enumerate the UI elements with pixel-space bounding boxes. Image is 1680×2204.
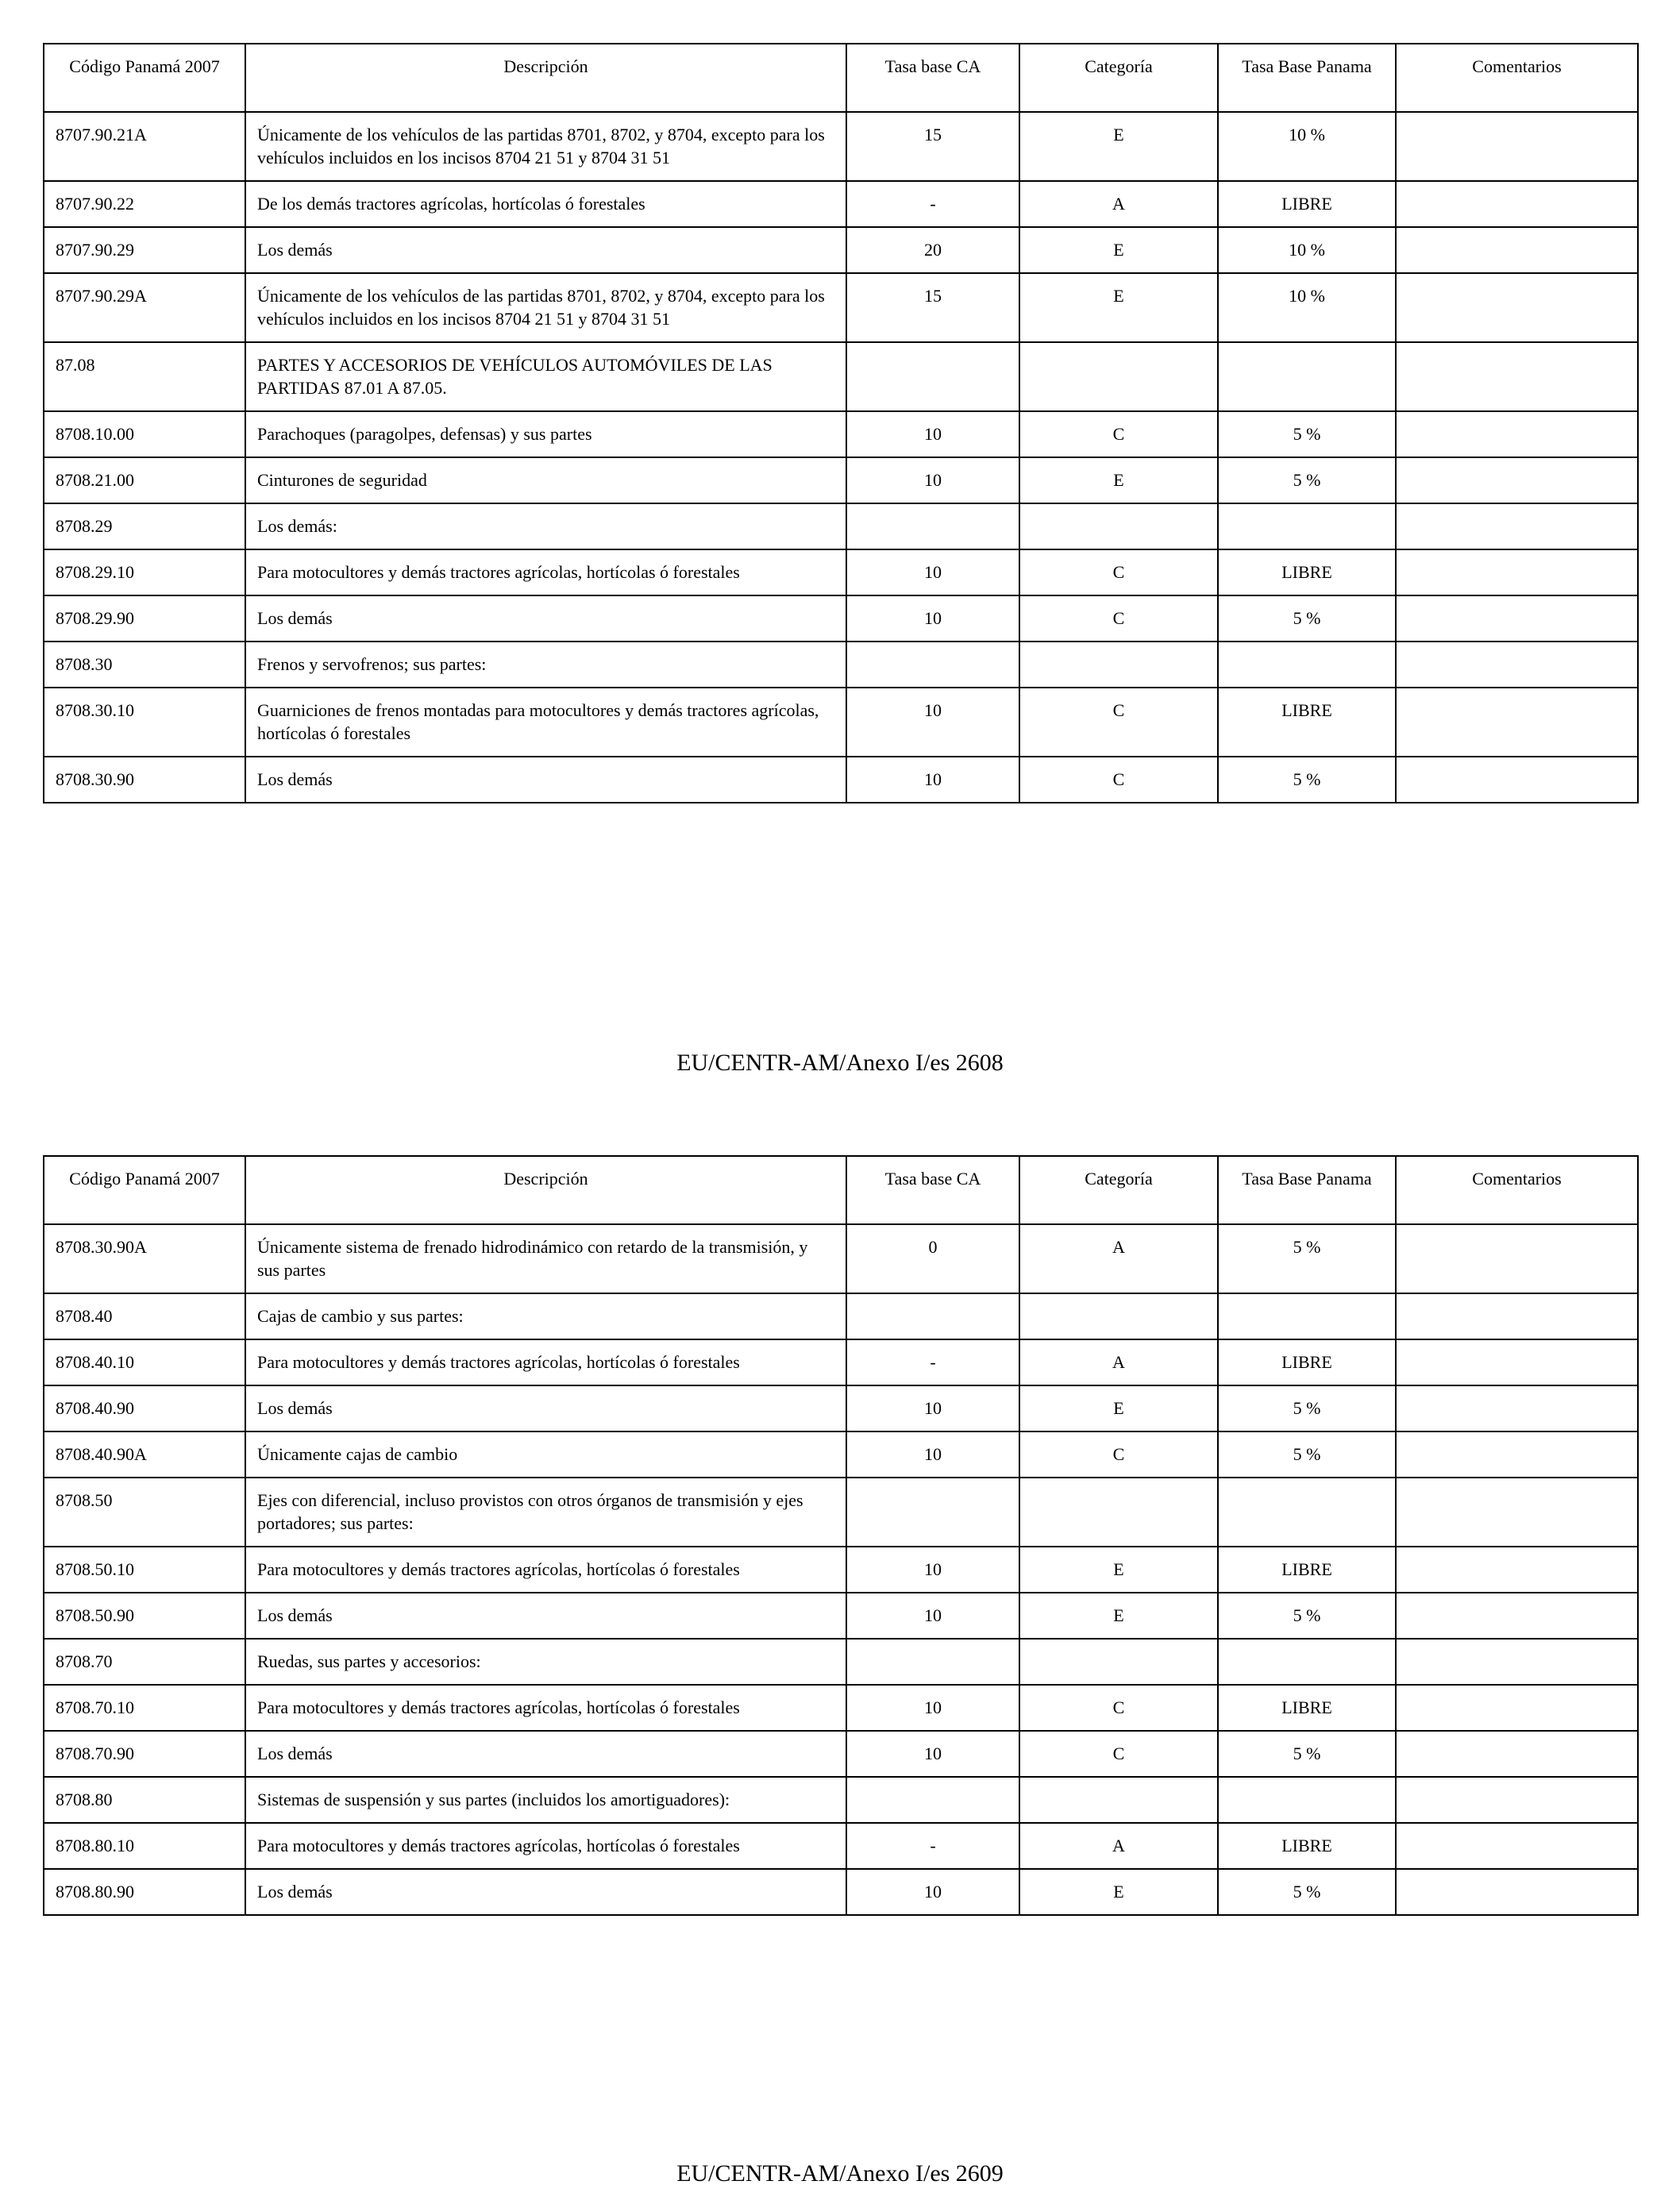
cell-rate-pa: 10 % bbox=[1218, 112, 1396, 181]
cell-rate-ca: 10 bbox=[846, 757, 1019, 803]
cell-rate-pa: 5 % bbox=[1218, 1224, 1396, 1293]
cell-description: Únicamente sistema de frenado hidrodinámico con retardo de la transmisión, y sus partes bbox=[245, 1224, 846, 1293]
cell-code: 8707.90.22 bbox=[44, 181, 245, 227]
cell-comments bbox=[1396, 457, 1638, 503]
cell-rate-pa: 5 % bbox=[1218, 457, 1396, 503]
cell-description: Parachoques (paragolpes, defensas) y sus partes bbox=[245, 411, 846, 457]
cell-rate-pa: LIBRE bbox=[1218, 688, 1396, 757]
cell-rate-pa: LIBRE bbox=[1218, 1823, 1396, 1869]
cell-description: Para motocultores y demás tractores agrícolas, hortícolas ó forestales bbox=[245, 1339, 846, 1385]
cell-description: Los demás bbox=[245, 1869, 846, 1915]
cell-description: Sistemas de suspensión y sus partes (incluidos los amortiguadores): bbox=[245, 1777, 846, 1823]
cell-rate-ca: 15 bbox=[846, 112, 1019, 181]
cell-rate-ca: 10 bbox=[846, 1593, 1019, 1639]
cell-code: 8708.50.10 bbox=[44, 1547, 245, 1593]
cell-comments bbox=[1396, 181, 1638, 227]
cell-code: 8708.50 bbox=[44, 1478, 245, 1547]
page-footer-1: EU/CENTR-AM/Anexo I/es 2608 bbox=[676, 1050, 1004, 1076]
cell-rate-pa: 5 % bbox=[1218, 411, 1396, 457]
cell-rate-ca: 10 bbox=[846, 1431, 1019, 1478]
header-code: Código Panamá 2007 bbox=[44, 1156, 245, 1224]
table-row bbox=[44, 503, 1638, 549]
cell-rate-pa: 5 % bbox=[1218, 1593, 1396, 1639]
cell-code: 8708.30.10 bbox=[44, 688, 245, 757]
header-category: Categoría bbox=[1019, 44, 1218, 112]
cell-description: Los demás bbox=[245, 227, 846, 273]
table-row bbox=[44, 549, 1638, 595]
cell-rate-ca: 10 bbox=[846, 1869, 1019, 1915]
cell-category bbox=[1019, 503, 1218, 549]
cell-description: Guarniciones de frenos montadas para motocultores y demás tractores agrícolas, hortícolas ó forestales bbox=[245, 688, 846, 757]
cell-comments bbox=[1396, 1224, 1638, 1293]
table-row bbox=[44, 1431, 1638, 1478]
cell-comments bbox=[1396, 273, 1638, 342]
cell-category bbox=[1019, 342, 1218, 411]
cell-rate-pa: LIBRE bbox=[1218, 1339, 1396, 1385]
cell-rate-ca bbox=[846, 1777, 1019, 1823]
cell-rate-ca bbox=[846, 1478, 1019, 1547]
table-row bbox=[44, 688, 1638, 757]
table-row bbox=[44, 1639, 1638, 1685]
cell-rate-pa bbox=[1218, 1777, 1396, 1823]
cell-code: 8708.30.90 bbox=[44, 757, 245, 803]
table-row bbox=[44, 1685, 1638, 1731]
cell-comments bbox=[1396, 1777, 1638, 1823]
cell-description: Únicamente cajas de cambio bbox=[245, 1431, 846, 1478]
tariff-table-2 bbox=[43, 1155, 1639, 1916]
cell-code: 8708.40 bbox=[44, 1293, 245, 1339]
table-row bbox=[44, 1593, 1638, 1639]
cell-rate-pa: LIBRE bbox=[1218, 1685, 1396, 1731]
cell-comments bbox=[1396, 112, 1638, 181]
header-description: Descripción bbox=[245, 44, 846, 112]
cell-comments bbox=[1396, 595, 1638, 642]
table-row bbox=[44, 1547, 1638, 1593]
cell-rate-ca: - bbox=[846, 181, 1019, 227]
cell-rate-ca: 0 bbox=[846, 1224, 1019, 1293]
cell-rate-pa: LIBRE bbox=[1218, 1547, 1396, 1593]
cell-comments bbox=[1396, 1339, 1638, 1385]
cell-description: Los demás: bbox=[245, 503, 846, 549]
cell-rate-pa: 5 % bbox=[1218, 1869, 1396, 1915]
tariff-table-1 bbox=[43, 43, 1639, 803]
cell-code: 8707.90.29 bbox=[44, 227, 245, 273]
cell-rate-pa: 10 % bbox=[1218, 273, 1396, 342]
cell-comments bbox=[1396, 1593, 1638, 1639]
cell-description: Ruedas, sus partes y accesorios: bbox=[245, 1639, 846, 1685]
cell-comments bbox=[1396, 642, 1638, 688]
cell-rate-pa: 5 % bbox=[1218, 1731, 1396, 1777]
table-row bbox=[44, 595, 1638, 642]
cell-code: 8708.70 bbox=[44, 1639, 245, 1685]
table-row bbox=[44, 112, 1638, 181]
cell-comments bbox=[1396, 1431, 1638, 1478]
cell-rate-ca: 20 bbox=[846, 227, 1019, 273]
header-category: Categoría bbox=[1019, 1156, 1218, 1224]
cell-category bbox=[1019, 1777, 1218, 1823]
cell-rate-pa: 5 % bbox=[1218, 757, 1396, 803]
cell-rate-ca bbox=[846, 642, 1019, 688]
cell-category: C bbox=[1019, 688, 1218, 757]
cell-description: Para motocultores y demás tractores agrícolas, hortícolas ó forestales bbox=[245, 1685, 846, 1731]
cell-category: E bbox=[1019, 227, 1218, 273]
cell-comments bbox=[1396, 1639, 1638, 1685]
cell-comments bbox=[1396, 549, 1638, 595]
cell-rate-pa bbox=[1218, 1639, 1396, 1685]
cell-comments bbox=[1396, 1385, 1638, 1431]
cell-description: Para motocultores y demás tractores agrícolas, hortícolas ó forestales bbox=[245, 1823, 846, 1869]
cell-comments bbox=[1396, 1823, 1638, 1869]
cell-category: E bbox=[1019, 1547, 1218, 1593]
table-row bbox=[44, 1478, 1638, 1547]
cell-description: De los demás tractores agrícolas, hortícolas ó forestales bbox=[245, 181, 846, 227]
cell-description: Ejes con diferencial, incluso provistos con otros órganos de transmisión y ejes portadores; sus partes: bbox=[245, 1478, 846, 1547]
cell-comments bbox=[1396, 1685, 1638, 1731]
cell-comments bbox=[1396, 1293, 1638, 1339]
cell-category: A bbox=[1019, 181, 1218, 227]
table-row bbox=[44, 1224, 1638, 1293]
cell-category: E bbox=[1019, 273, 1218, 342]
cell-category bbox=[1019, 642, 1218, 688]
cell-code: 8708.30 bbox=[44, 642, 245, 688]
table-row bbox=[44, 1869, 1638, 1915]
cell-code: 8708.29 bbox=[44, 503, 245, 549]
cell-rate-pa: 5 % bbox=[1218, 595, 1396, 642]
cell-description: Únicamente de los vehículos de las partidas 8701, 8702, y 8704, excepto para los vehículos incluidos en los incisos 8704 21 51 y 8704 31 51 bbox=[245, 112, 846, 181]
cell-code: 8708.29.90 bbox=[44, 595, 245, 642]
cell-category: A bbox=[1019, 1339, 1218, 1385]
cell-code: 8708.40.10 bbox=[44, 1339, 245, 1385]
cell-category: A bbox=[1019, 1224, 1218, 1293]
header-rate-ca: Tasa base CA bbox=[846, 44, 1019, 112]
cell-description: Los demás bbox=[245, 757, 846, 803]
cell-category: C bbox=[1019, 595, 1218, 642]
cell-comments bbox=[1396, 411, 1638, 457]
cell-description: PARTES Y ACCESORIOS DE VEHÍCULOS AUTOMÓVILES DE LAS PARTIDAS 87.01 A 87.05. bbox=[245, 342, 846, 411]
cell-rate-pa: 5 % bbox=[1218, 1385, 1396, 1431]
cell-rate-ca: 10 bbox=[846, 1385, 1019, 1431]
cell-description: Los demás bbox=[245, 595, 846, 642]
cell-code: 8707.90.29A bbox=[44, 273, 245, 342]
cell-comments bbox=[1396, 1869, 1638, 1915]
cell-rate-ca: 10 bbox=[846, 688, 1019, 757]
cell-rate-ca: 10 bbox=[846, 457, 1019, 503]
cell-rate-pa bbox=[1218, 1478, 1396, 1547]
cell-rate-pa: 10 % bbox=[1218, 227, 1396, 273]
table-row bbox=[44, 757, 1638, 803]
cell-rate-ca bbox=[846, 503, 1019, 549]
cell-rate-ca: - bbox=[846, 1339, 1019, 1385]
cell-comments bbox=[1396, 757, 1638, 803]
table-row bbox=[44, 1823, 1638, 1869]
cell-category: C bbox=[1019, 1731, 1218, 1777]
cell-comments bbox=[1396, 1547, 1638, 1593]
cell-comments bbox=[1396, 342, 1638, 411]
cell-rate-ca bbox=[846, 1293, 1019, 1339]
cell-description: Cajas de cambio y sus partes: bbox=[245, 1293, 846, 1339]
cell-category bbox=[1019, 1293, 1218, 1339]
cell-code: 8708.80.90 bbox=[44, 1869, 245, 1915]
cell-category: C bbox=[1019, 757, 1218, 803]
cell-category: C bbox=[1019, 549, 1218, 595]
cell-description: Únicamente de los vehículos de las partidas 8701, 8702, y 8704, excepto para los vehículos incluidos en los incisos 8704 21 51 y 8704 31 51 bbox=[245, 273, 846, 342]
header-rate-pa: Tasa Base Panama bbox=[1218, 44, 1396, 112]
cell-rate-ca bbox=[846, 342, 1019, 411]
header-description: Descripción bbox=[245, 1156, 846, 1224]
cell-rate-pa bbox=[1218, 642, 1396, 688]
cell-category: E bbox=[1019, 457, 1218, 503]
cell-comments bbox=[1396, 227, 1638, 273]
cell-code: 87.08 bbox=[44, 342, 245, 411]
cell-rate-pa: LIBRE bbox=[1218, 549, 1396, 595]
table-row bbox=[44, 1731, 1638, 1777]
cell-code: 8707.90.21A bbox=[44, 112, 245, 181]
cell-rate-pa: LIBRE bbox=[1218, 181, 1396, 227]
cell-rate-ca: 10 bbox=[846, 1685, 1019, 1731]
cell-rate-ca: 10 bbox=[846, 411, 1019, 457]
table-row bbox=[44, 273, 1638, 342]
cell-rate-pa: 5 % bbox=[1218, 1431, 1396, 1478]
cell-comments bbox=[1396, 688, 1638, 757]
header-code: Código Panamá 2007 bbox=[44, 44, 245, 112]
cell-category bbox=[1019, 1478, 1218, 1547]
cell-rate-ca bbox=[846, 1639, 1019, 1685]
cell-comments bbox=[1396, 1731, 1638, 1777]
cell-code: 8708.80 bbox=[44, 1777, 245, 1823]
cell-category: E bbox=[1019, 1593, 1218, 1639]
cell-code: 8708.50.90 bbox=[44, 1593, 245, 1639]
cell-rate-ca: 15 bbox=[846, 273, 1019, 342]
header-comments: Comentarios bbox=[1396, 44, 1638, 112]
cell-rate-pa bbox=[1218, 503, 1396, 549]
cell-description: Para motocultores y demás tractores agrícolas, hortícolas ó forestales bbox=[245, 549, 846, 595]
table-row bbox=[44, 1293, 1638, 1339]
table-row bbox=[44, 1777, 1638, 1823]
cell-code: 8708.70.90 bbox=[44, 1731, 245, 1777]
cell-code: 8708.40.90A bbox=[44, 1431, 245, 1478]
table-row bbox=[44, 457, 1638, 503]
header-rate-pa: Tasa Base Panama bbox=[1218, 1156, 1396, 1224]
cell-category: A bbox=[1019, 1823, 1218, 1869]
header-comments: Comentarios bbox=[1396, 1156, 1638, 1224]
cell-code: 8708.40.90 bbox=[44, 1385, 245, 1431]
cell-code: 8708.21.00 bbox=[44, 457, 245, 503]
cell-category: E bbox=[1019, 1385, 1218, 1431]
page-footer-2: EU/CENTR-AM/Anexo I/es 2609 bbox=[676, 2160, 1004, 2187]
cell-category bbox=[1019, 1639, 1218, 1685]
cell-rate-ca: - bbox=[846, 1823, 1019, 1869]
header-rate-ca: Tasa base CA bbox=[846, 1156, 1019, 1224]
cell-code: 8708.70.10 bbox=[44, 1685, 245, 1731]
cell-category: E bbox=[1019, 112, 1218, 181]
cell-code: 8708.80.10 bbox=[44, 1823, 245, 1869]
table-row bbox=[44, 1385, 1638, 1431]
cell-comments bbox=[1396, 503, 1638, 549]
table-row bbox=[44, 227, 1638, 273]
cell-category: E bbox=[1019, 1869, 1218, 1915]
cell-rate-ca: 10 bbox=[846, 595, 1019, 642]
table-row bbox=[44, 411, 1638, 457]
cell-description: Los demás bbox=[245, 1593, 846, 1639]
table-header-row bbox=[44, 1156, 1638, 1224]
cell-description: Frenos y servofrenos; sus partes: bbox=[245, 642, 846, 688]
cell-comments bbox=[1396, 1478, 1638, 1547]
cell-code: 8708.30.90A bbox=[44, 1224, 245, 1293]
cell-category: C bbox=[1019, 1431, 1218, 1478]
table-row bbox=[44, 181, 1638, 227]
table-row bbox=[44, 642, 1638, 688]
cell-description: Los demás bbox=[245, 1731, 846, 1777]
cell-description: Para motocultores y demás tractores agrícolas, hortícolas ó forestales bbox=[245, 1547, 846, 1593]
cell-description: Los demás bbox=[245, 1385, 846, 1431]
cell-rate-pa bbox=[1218, 1293, 1396, 1339]
cell-code: 8708.29.10 bbox=[44, 549, 245, 595]
cell-rate-ca: 10 bbox=[846, 549, 1019, 595]
cell-category: C bbox=[1019, 411, 1218, 457]
cell-rate-ca: 10 bbox=[846, 1547, 1019, 1593]
table-header-row bbox=[44, 44, 1638, 112]
table-row bbox=[44, 342, 1638, 411]
table-row bbox=[44, 1339, 1638, 1385]
cell-rate-pa bbox=[1218, 342, 1396, 411]
cell-category: C bbox=[1019, 1685, 1218, 1731]
cell-description: Cinturones de seguridad bbox=[245, 457, 846, 503]
cell-code: 8708.10.00 bbox=[44, 411, 245, 457]
cell-rate-ca: 10 bbox=[846, 1731, 1019, 1777]
